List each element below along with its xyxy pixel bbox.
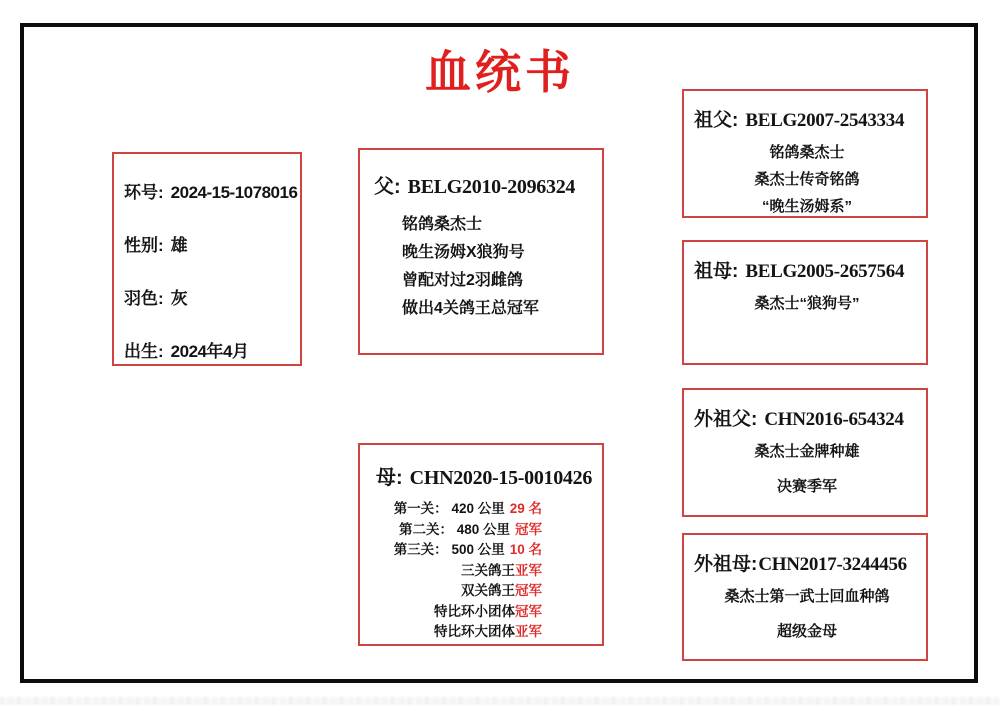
- maternal-grandfather-heading: [694, 404, 920, 431]
- grandfather-line: 桑杰士传奇铭鸽: [754, 171, 860, 188]
- race-result-text: 特比环大团体: [434, 624, 515, 639]
- sex-value: 雄: [170, 236, 188, 255]
- race-result-row: [376, 622, 542, 643]
- race-result-text: 三关鸽王: [461, 562, 515, 578]
- maternal-grandmother-label: 外祖母:: [694, 554, 758, 575]
- grandfather-line: “晚生汤姆系”: [761, 198, 852, 215]
- race-result-row: [376, 581, 542, 602]
- maternal-grandmother-description: [694, 583, 920, 645]
- maternal-grandmother-heading: [694, 549, 920, 576]
- race-result-row: [376, 540, 542, 561]
- race-result-rank: 冠军: [515, 521, 542, 537]
- grandfather-heading: [694, 105, 920, 132]
- race-result-row: [376, 499, 542, 520]
- race-result-rank: 29 名: [509, 501, 542, 516]
- scan-noise-strip: [0, 697, 1000, 705]
- birth-value: 2024年4月: [170, 342, 249, 361]
- father-line: 做出4关鸽王总冠军: [402, 300, 539, 317]
- race-result-row: [376, 561, 542, 582]
- father-label: 父:: [374, 176, 401, 198]
- grandmother-description: [694, 290, 920, 317]
- race-result-row: [376, 602, 542, 623]
- subject-sex-row: [124, 231, 294, 256]
- maternal-grandmother-box: [682, 533, 928, 661]
- grandfather-description: [694, 139, 920, 220]
- maternal-grandfather-box: [682, 388, 928, 517]
- maternal-grandmother-ring-number: CHN2017-3244456: [758, 554, 907, 575]
- birth-label: 出生:: [124, 342, 164, 361]
- race-result-rank: 10 名: [509, 542, 542, 557]
- page-title: 血统书: [425, 47, 575, 98]
- mother-label: 母:: [376, 467, 403, 489]
- subject-info-box: [112, 152, 302, 366]
- race-result-text: 双关鸽王: [461, 583, 515, 598]
- grandfather-ring-number: BELG2007-2543334: [745, 110, 905, 131]
- race-result-rank: 冠军: [515, 583, 542, 598]
- subject-ring-row: [124, 178, 298, 203]
- maternal-grandfather-line: 桑杰士金牌种雄: [754, 443, 860, 460]
- maternal-grandfather-label: 外祖父:: [694, 409, 758, 430]
- father-heading: [374, 170, 594, 199]
- ring-number-label: 环号:: [124, 183, 164, 202]
- subject-birth-row: [124, 337, 294, 362]
- sex-label: 性别:: [124, 236, 164, 255]
- mother-box: [358, 443, 604, 646]
- race-result-text: 第一关： 420 公里: [393, 501, 505, 516]
- father-line: 曾配对过2羽雌鸽: [402, 272, 523, 289]
- grandfather-line: 铭鸽桑杰士: [769, 144, 845, 161]
- race-result-text: 特比环小团体: [434, 603, 515, 619]
- race-result-rank: 冠军: [515, 603, 542, 619]
- father-ring-number: BELG2010-2096324: [407, 176, 576, 198]
- race-result-rank: 亚军: [515, 562, 542, 578]
- mother-ring-number: CHN2020-15-0010426: [409, 467, 593, 489]
- feather-color-value: 灰: [170, 289, 188, 308]
- grandfather-box: [682, 89, 928, 218]
- grandmother-ring-number: BELG2005-2657564: [745, 261, 905, 282]
- maternal-grandfather-line: 决赛季军: [776, 478, 837, 495]
- maternal-grandfather-description: [694, 438, 920, 500]
- maternal-grandfather-ring-number: CHN2016-654324: [764, 409, 904, 430]
- feather-color-label: 羽色:: [124, 289, 164, 308]
- ring-number-value: 2024-15-1078016: [170, 183, 298, 202]
- grandmother-box: [682, 240, 928, 365]
- mother-race-results: [376, 499, 594, 643]
- mother-heading: [376, 461, 594, 490]
- grandmother-heading: [694, 256, 920, 283]
- father-line: 晚生汤姆X狼狗号: [402, 244, 525, 261]
- subject-color-row: [124, 284, 294, 309]
- father-line: 铭鸽桑杰士: [402, 216, 483, 233]
- race-result-row: [376, 520, 542, 541]
- grandmother-line: 桑杰士“狼狗号”: [754, 295, 860, 312]
- father-box: [358, 148, 604, 355]
- maternal-grandmother-line: 超级金母: [776, 623, 837, 640]
- father-description: [402, 211, 594, 323]
- race-result-text: 第三关： 500 公里: [393, 542, 505, 557]
- maternal-grandmother-line: 桑杰士第一武士回血种鸽: [724, 588, 890, 605]
- race-result-rank: 亚军: [515, 624, 542, 639]
- race-result-text: 第二关： 480 公里: [398, 521, 510, 537]
- grandfather-label: 祖父:: [694, 110, 739, 131]
- grandmother-label: 祖母:: [694, 261, 739, 282]
